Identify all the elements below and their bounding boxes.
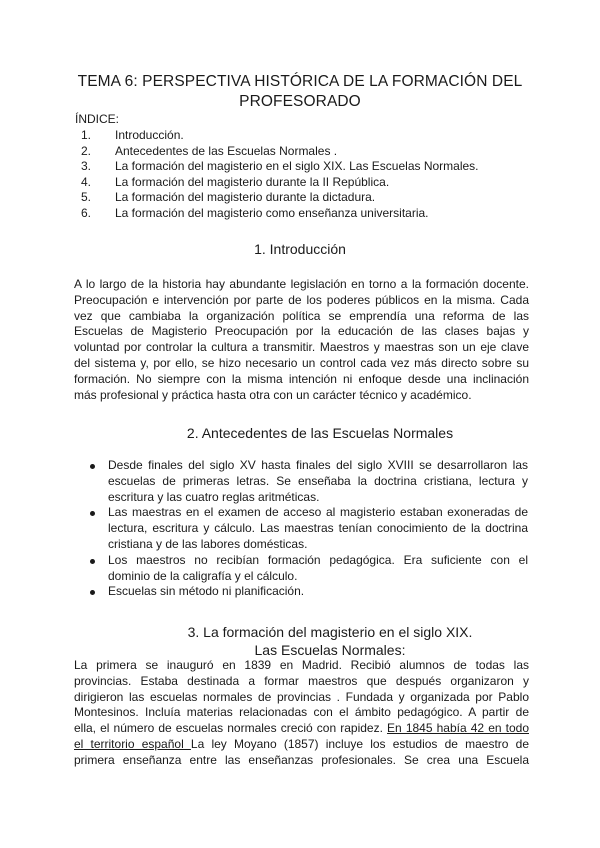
paragraph-line: primera enseñanza entre las enseñanzas profesionales. Se crea una Escuela: [74, 752, 529, 767]
section-2-bullet-list: [90, 458, 528, 600]
toc-item-number: 1.: [81, 128, 92, 142]
list-item: [90, 553, 528, 585]
bullet-line: cristiana y de las labores domésticas.: [108, 536, 308, 551]
paragraph-line: formación. No siempre con la misma intención ni enfoque desde una inclinación: [74, 371, 529, 386]
bullet-icon: [90, 464, 95, 469]
toc-item-number: 2.: [81, 143, 92, 158]
title-line-1: TEMA 6: PERSPECTIVA HISTÓRICA DE LA FORMACIÓN DEL: [77, 73, 523, 90]
paragraph-line: A lo largo de la historia hay abundante legislación en torno a la formación docente.: [74, 277, 529, 291]
toc-item: [75, 159, 545, 175]
toc-item-text: La formación del magisterio como enseñanza universitaria.: [115, 205, 429, 220]
bullet-line: Las maestras en el examen de acceso al magisterio estaban exoneradas de: [108, 505, 528, 520]
toc-item: [75, 144, 545, 160]
section-1-heading: 1. Introducción: [254, 241, 346, 257]
paragraph-text: ella, el número de escuelas normales creció con rapidez.: [74, 721, 388, 736]
bullet-line: escuelas de primeras letras. Se enseñaba la doctrina cristiana, lectura y: [108, 473, 528, 488]
section-3-paragraph: [74, 658, 529, 769]
section-1-paragraph: [74, 277, 529, 403]
toc-item-text: Introducción.: [115, 128, 184, 142]
title-line-2: PROFESORADO: [239, 93, 361, 110]
toc-item-text: La formación del magisterio durante la II República.: [115, 174, 390, 189]
list-item: [90, 584, 528, 600]
toc-item-number: 5.: [81, 190, 92, 204]
bullet-line: Desde finales del siglo XV hasta finales del siglo XVIII se desarrollaron las: [108, 458, 528, 472]
toc-item-text: La formación del magisterio durante la dictadura.: [115, 190, 376, 204]
list-item: [90, 458, 528, 505]
bullet-line: Escuelas sin método ni planificación.: [108, 584, 305, 599]
toc-item-text: Antecedentes de las Escuelas Normales .: [115, 143, 338, 158]
bullet-line: lectura, escritura y cálculo. Las maestras tenían conocimiento de la doctrina: [108, 521, 528, 536]
paragraph-text: La ley Moyano (1857) incluye los estudios de maestro de: [190, 736, 529, 751]
paragraph-line: provincias. Estaba destinada a formar maestros que después organizaron y: [74, 673, 529, 688]
index-label: ÍNDICE:: [75, 112, 120, 126]
section-3-heading-line-1: 3. La formación del magisterio en el siglo XIX.: [187, 624, 473, 640]
list-item: [90, 505, 528, 552]
section-3-heading: [30, 623, 600, 659]
bullet-line: Los maestros no recibían formación pedagógica. Era suficiente con el: [108, 552, 528, 567]
toc-item: [75, 190, 545, 206]
bullet-line: dominio de la caligrafía y el cálculo.: [108, 568, 298, 583]
page-title: [60, 72, 540, 112]
bullet-icon: [90, 511, 95, 516]
toc-item: [75, 128, 545, 144]
paragraph-line: [74, 721, 529, 737]
table-of-contents: [75, 128, 545, 221]
paragraph-line: La primera se inauguró en 1839 en Madrid. Recibió alumnos de todas las: [74, 658, 529, 672]
paragraph-line: Preocupación e intervención por parte de los poderes públicos en la misma. Cada: [74, 292, 529, 307]
paragraph-line: vez que cambiaba la organización política se emprendía una reforma de las: [74, 308, 529, 323]
paragraph-line: más profesional y práctica hasta otra con un carácter técnico y académico.: [74, 387, 472, 402]
toc-item-number: 3.: [81, 159, 92, 173]
section-2-heading: 2. Antecedentes de las Escuelas Normales: [186, 425, 454, 441]
bullet-line: escritura y las cuatro reglas aritméticas.: [108, 489, 320, 504]
toc-item-text: La formación del magisterio en el siglo XIX. Las Escuelas Normales.: [115, 159, 479, 173]
bullet-icon: [90, 590, 95, 595]
toc-item-number: 4.: [81, 174, 92, 189]
section-3-heading-line-2: Las Escuelas Normales:: [254, 642, 406, 658]
paragraph-line: dirigieron las escuelas normales de provincias . Fundada y organizada por Pablo: [74, 689, 529, 704]
paragraph-line: Escuelas de Magisterio Preocupación por la educación de las clases bajas y: [74, 324, 529, 339]
paragraph-line: Montesinos. Incluía materias relacionadas con el ámbito pedagógico. A partir de: [74, 705, 529, 720]
paragraph-line: [74, 737, 529, 753]
toc-item-number: 6.: [81, 205, 92, 220]
bullet-icon: [90, 559, 95, 564]
toc-item: [75, 206, 545, 222]
toc-item: [75, 175, 545, 191]
underlined-text: el territorio español: [74, 736, 191, 751]
paragraph-line: voluntad por controlar la cultura a transmitir. Maestros y maestras son un eje clave: [74, 340, 529, 355]
underlined-text: En 1845 había 42 en todo: [387, 721, 529, 736]
paragraph-line: del sistema y, por ello, se hizo necesario un control cada vez más directo sobre su: [74, 355, 529, 370]
